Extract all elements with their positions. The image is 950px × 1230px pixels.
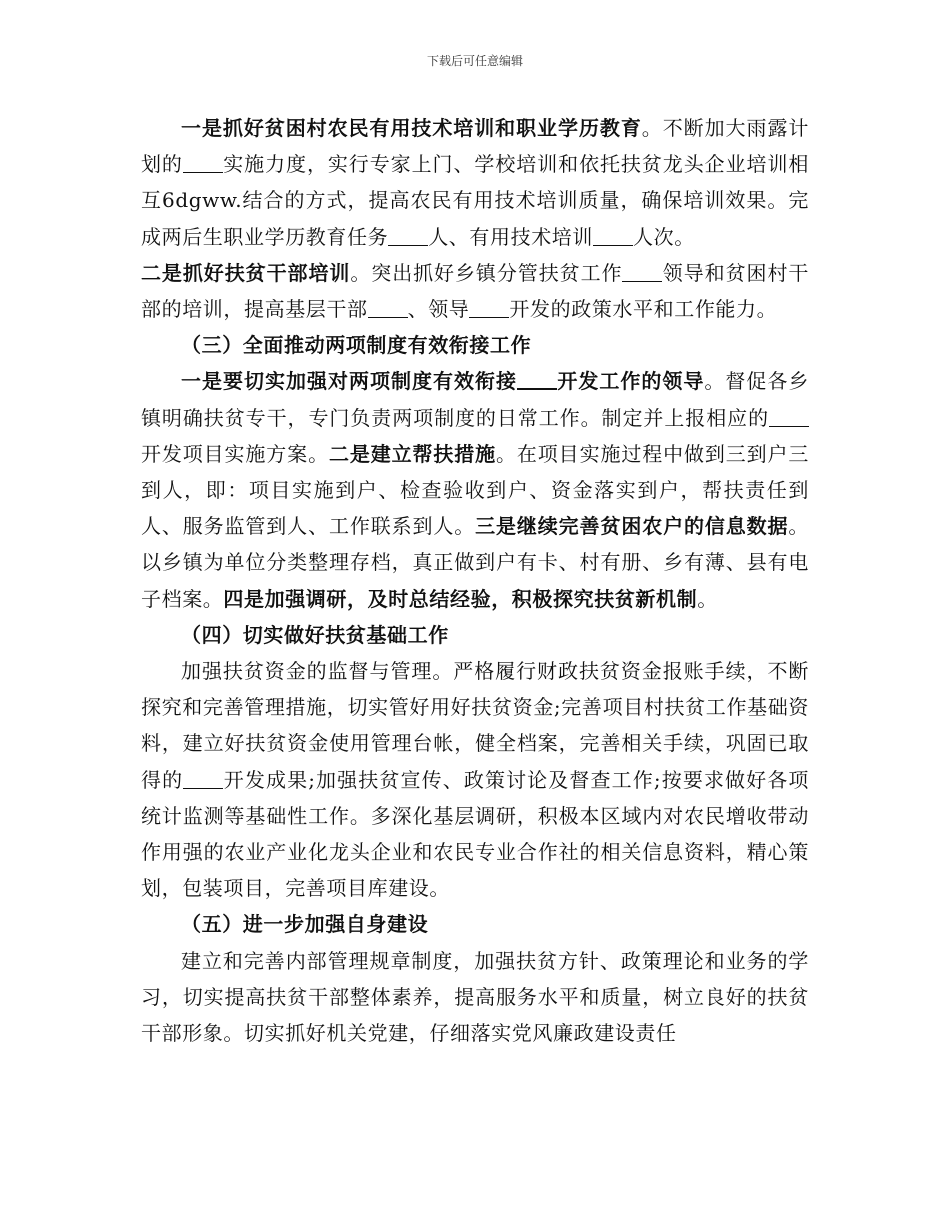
bold-lead-2: 二是抓好扶贫干部培训 <box>141 260 351 285</box>
text: 。在项目实施过程中做到三到户三到人，即：项目实施到户、检查验收到户、资金落实到户，帮扶责任到人、服务监管到人、工作联系到人。 <box>141 441 809 539</box>
bold-lead-3b: 开发工作的领导 <box>557 369 705 394</box>
text: 开发成果;加强扶贫宣传、政策讨论及督查工作;按要求做好各项统计监测等基础性工作。多深化基层调研，积极本区域内对农民增收带动作用强的农业产业化龙头企业和农民专业合作社的相关信息资料，精心策划，包装项目，完善项目库建设。 <box>141 767 809 901</box>
section-heading-3: （三）全面推动两项制度有效衔接工作 <box>181 333 532 358</box>
section-heading-4: （四）切实做好扶贫基础工作 <box>181 622 449 647</box>
fill-blank <box>368 297 408 318</box>
text: 开发项目实施方案。 <box>141 441 329 466</box>
paragraph-basic-work <box>141 653 809 906</box>
text: 。突出抓好乡镇分管扶贫工作 <box>350 260 623 285</box>
section-heading-5: （五）进一步加强自身建设 <box>181 912 429 937</box>
bold-lead-1: 一是抓好贫困村农民有用技术培训和职业学历教育 <box>181 116 642 140</box>
fill-blank <box>769 406 809 427</box>
text: 开发的政策水平和工作能力。 <box>509 297 778 322</box>
text: 。以乡镇为单位分类整理存档，真正做到户有卡、村有册、乡有薄、县有电子档案。 <box>141 514 809 611</box>
text: 。 <box>697 586 718 611</box>
fill-blank <box>183 152 223 173</box>
fill-blank <box>517 368 557 390</box>
paragraph-cadre-training <box>141 255 809 327</box>
fill-blank <box>469 297 509 318</box>
paragraph-self-building <box>141 943 809 1052</box>
text: 。不断加大雨露计划的 <box>141 116 809 177</box>
text: 实施力度，实行专家上门、学校培训和依托扶贫龙头企业培训相互6dgww.结合的方式，提高农民有用技术培训质量，确保培训效果。完成两后生职业学历教育任务 <box>141 152 809 249</box>
text: 人、有用技术培训 <box>428 224 594 249</box>
paragraph-training <box>141 110 809 255</box>
page-header: 下载后可任意编辑 <box>426 54 523 68</box>
text: 建立和完善内部管理规章制度，加强扶贫方针、政策理论和业务的学习，切实提高扶贫干部整体素养，提高服务水平和质量，树立良好的扶贫干部形象。切实抓好机关党建，仔细落实党风廉政建设责任 <box>141 948 809 1046</box>
document-body <box>141 110 809 1051</box>
text: 人次。 <box>633 224 695 249</box>
bold-lead-3: 一是要切实加强对两项制度有效衔接 <box>181 369 517 394</box>
text: 加强扶贫资金的监督与管理。严格履行财政扶贫资金报账手续，不断探究和完善管理措施，切实管好用好扶贫资金;完善项目村扶贫工作基础资料，建立好扶贫资金使用管理台帐，健全档案，完善相关手续，巩固已取得的 <box>141 659 809 792</box>
text: 、领导 <box>407 297 470 322</box>
text: 领导和贫困村干部的培训，提高基层干部 <box>141 260 809 322</box>
bold-lead-5: 三是继续完善贫困农户的信息数据 <box>475 514 789 539</box>
bold-lead-4: 二是建立帮扶措施 <box>328 441 497 466</box>
text: 。督促各乡镇明确扶贫专干，专门负责两项制度的日常工作。制定并上报相应的 <box>141 369 810 430</box>
bold-lead-6: 四是加强调研，及时总结经验，积极探究扶贫新机制 <box>223 586 698 611</box>
fill-blank <box>593 225 633 246</box>
fill-blank <box>622 261 662 282</box>
fill-blank <box>388 225 428 246</box>
fill-blank <box>183 768 223 789</box>
paragraph-two-systems <box>141 363 809 616</box>
